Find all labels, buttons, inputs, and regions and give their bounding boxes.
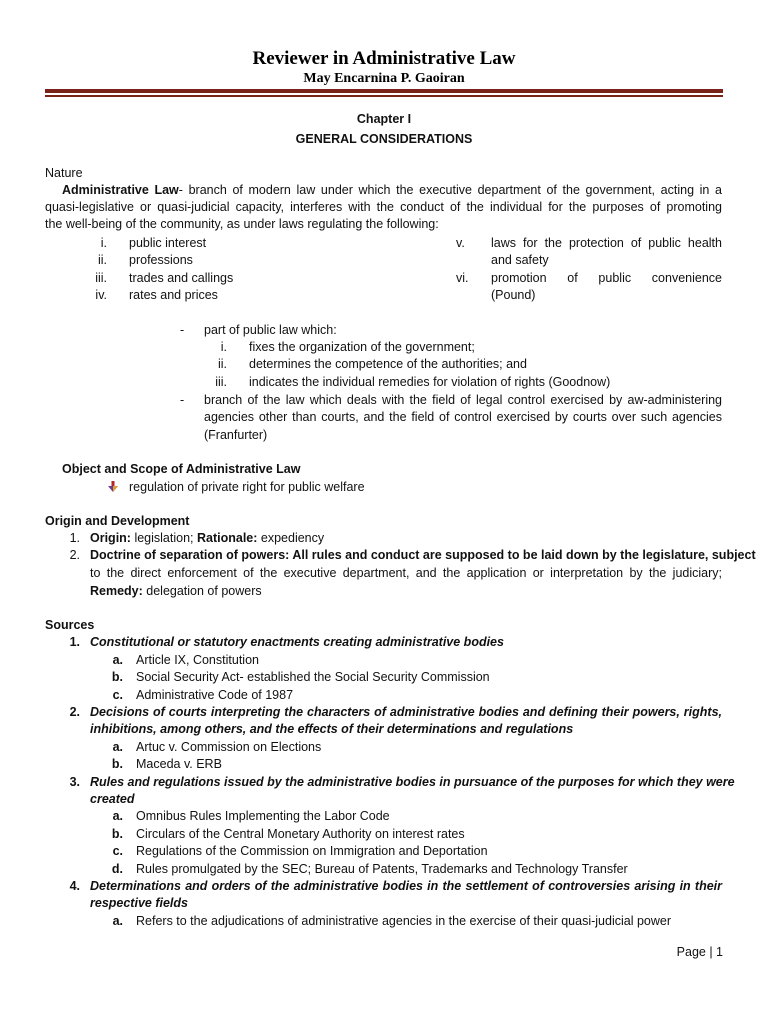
list-item: Rules promulgated by the SEC; Bureau of Patents, Trademarks and Technology Transfer [136, 862, 628, 876]
nature-definition-line2: quasi-legislative or quasi-judicial capacity, interferes with the conduct of the individual for the purposes of promoting [45, 200, 722, 214]
nature-def-line1-text: - branch of modern law under which the executive department of the government, acting in a [178, 183, 722, 197]
dash-marker: - [180, 393, 185, 407]
list-num: b. [111, 670, 123, 684]
list-item: trades and callings [129, 271, 234, 285]
list-item: Refers to the adjudications of administrative agencies in the exercise of their quasi-judicial power [136, 914, 672, 928]
list-num: ii. [97, 253, 107, 267]
list-num: c. [112, 688, 123, 702]
list-item: indicates the individual remedies for violation of rights (Goodnow) [249, 375, 611, 389]
document-author: May Encarnina P. Gaoiran [303, 71, 465, 86]
rationale-label: Rationale: [196, 531, 258, 545]
header-rule-thin [45, 95, 723, 97]
list-item: rates and prices [129, 288, 218, 302]
source-item-1: Constitutional or statutory enactments creating administrative bodies [90, 635, 504, 649]
list-item: Administrative Code of 1987 [136, 688, 294, 702]
dash1-text: part of public law which: [204, 323, 337, 337]
list-item: Artuc v. Commission on Elections [136, 740, 322, 754]
origin-item2-line3 [90, 583, 262, 600]
list-item: Maceda v. ERB [136, 757, 222, 771]
list-num: 1. [69, 635, 80, 649]
list-num: a. [112, 914, 123, 928]
list-num: c. [112, 844, 123, 858]
arrow-bullet-icon [106, 480, 120, 494]
list-item: Omnibus Rules Implementing the Labor Code [136, 809, 390, 823]
list-num: 4. [69, 879, 80, 893]
list-num: vi. [456, 271, 469, 285]
object-scope-bullet: regulation of private right for public welfare [129, 480, 365, 494]
list-item: fixes the organization of the government; [249, 340, 475, 354]
origin-item2-line2: to the direct enforcement of the executive department, and the application or interpretation by the judiciary; [90, 566, 722, 580]
list-num: a. [112, 653, 123, 667]
list-item-cont: and safety [491, 253, 549, 267]
list-item: professions [129, 253, 193, 267]
remedy-label: Remedy: [90, 584, 143, 598]
section-heading-nature: Nature [45, 166, 83, 180]
list-num: iii. [215, 375, 227, 389]
section-heading-object-scope: Object and Scope of Administrative Law [62, 462, 301, 476]
list-item: promotion of public convenience [491, 271, 722, 285]
section-heading-origin: Origin and Development [45, 514, 190, 528]
document-title: Reviewer in Administrative Law [252, 48, 516, 69]
origin-item2-line1: Doctrine of separation of powers: All rules and conduct are supposed to be laid down by the legislature, subject [90, 548, 756, 562]
list-num: 3. [69, 775, 80, 789]
source-item-3-line2: created [90, 792, 135, 806]
section-heading-sources: Sources [45, 618, 95, 632]
list-item: determines the competence of the authorities; and [249, 357, 527, 371]
chapter-title: GENERAL CONSIDERATIONS [295, 132, 473, 146]
dash2-line1: branch of the law which deals with the field of legal control exercised by aw-administering [204, 393, 722, 407]
list-num: v. [456, 236, 465, 250]
dash-marker: - [180, 323, 185, 337]
source-item-2-line1: Decisions of courts interpreting the characters of administrative bodies and defining their powers, rights, [90, 705, 722, 719]
list-num: iv. [95, 288, 107, 302]
rationale-text: expediency [257, 531, 325, 545]
origin-text: legislation; [130, 531, 197, 545]
list-num: a. [112, 740, 123, 754]
source-item-4-line1: Determinations and orders of the administrative bodies in the settlement of controversies arising in their [90, 879, 722, 893]
origin-item1 [90, 530, 324, 547]
list-num: a. [112, 809, 123, 823]
list-num: 1. [69, 531, 80, 545]
nature-definition-line1 [62, 182, 722, 200]
list-item: Article IX, Constitution [136, 653, 259, 667]
list-num: b. [111, 757, 123, 771]
nature-definition-line3: the well-being of the community, as under laws regulating the following: [45, 217, 439, 231]
list-item: Regulations of the Commission on Immigration and Deportation [136, 844, 488, 858]
header-rule-thick [45, 89, 723, 93]
list-num: i. [220, 340, 227, 354]
list-item: Circulars of the Central Monetary Authority on interest rates [136, 827, 465, 841]
list-item: public interest [129, 236, 207, 250]
list-num: b. [111, 827, 123, 841]
list-num: iii. [95, 271, 107, 285]
source-item-2-line2: inhibitions, among others, and the effects of their determinations and regulations [90, 722, 574, 736]
list-item: laws for the protection of public health [491, 236, 722, 250]
list-num: 2. [69, 548, 80, 562]
dash2-line2: agencies other than courts, and the field of control exercised by courts over such agencies [204, 410, 722, 424]
page-number: Page | 1 [676, 945, 723, 959]
list-num: d. [111, 862, 123, 876]
list-item: Social Security Act- established the Social Security Commission [136, 670, 490, 684]
dash2-line3: (Franfurter) [204, 428, 268, 442]
remedy-text: delegation of powers [142, 584, 262, 598]
list-num: i. [100, 236, 107, 250]
chapter-number: Chapter I [356, 112, 412, 126]
list-num: 2. [69, 705, 80, 719]
origin-label: Origin: [90, 531, 131, 545]
list-item-cont: (Pound) [491, 288, 536, 302]
list-num: ii. [217, 357, 227, 371]
source-item-4-line2: respective fields [90, 896, 188, 910]
source-item-3-line1: Rules and regulations issued by the administrative bodies in pursuance of the purposes for which they were [90, 775, 735, 789]
nature-term: Administrative Law [62, 183, 179, 197]
